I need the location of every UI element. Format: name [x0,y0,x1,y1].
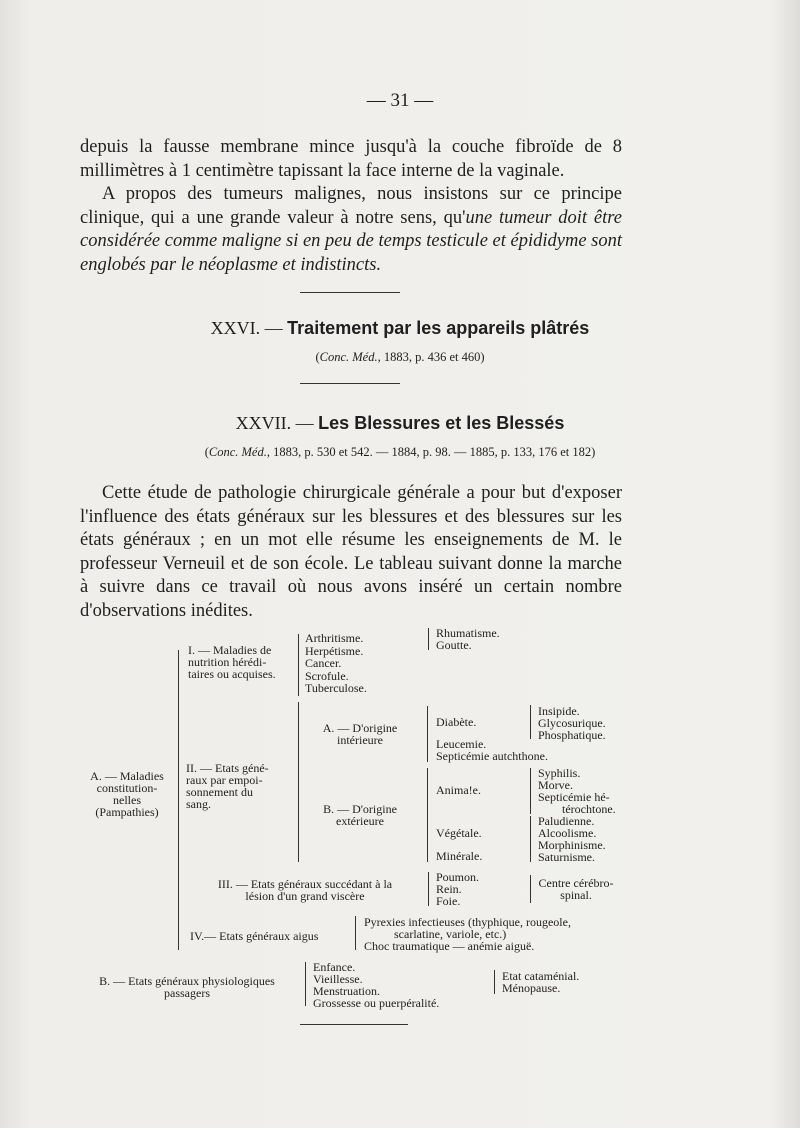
separator-rule [300,383,400,384]
brace-vegetale-minerale [530,816,531,862]
brace-iib [427,768,428,862]
table-arthritisme-items: Rhumatisme. Goutte. [436,626,500,652]
table-septicemie-auto: Septicémie autchthone. [436,749,548,763]
section-27-reference: (Conc. Méd., 1883, p. 530 et 542. — 1884, p. 98. — 1885, p. 133, 176 et 182) [204,445,596,459]
page-number: — 31 — [366,90,434,111]
table-minerale: Minérale. [436,849,483,863]
table-iv-items: Pyrexies infectieuses (thyphique, rougeole, scarlatine, variole, etc.) Choc traumatique — anémie aiguë. [364,915,571,953]
table-ii-label: II. — Etats géné- raux par empoi- sonnement du sang. [186,761,269,811]
brace-diabete [530,705,531,739]
paragraph-1: depuis la fausse membrane mince jusqu'à la couche fibroïde de 8 millimètres à 1 centimètre tapissant la face interne de la vaginale. [80,137,622,181]
brace-b-result [494,970,495,994]
section-27-ref-source: Conc. Méd. [208,445,267,459]
section-26-heading [0,318,800,339]
table-iv-label: IV.— Etats généraux aigus [190,929,319,943]
table-iia-label: A. — D'origine intérieure [322,721,398,747]
section-26-number: XXVI. — [210,318,283,338]
table-vegetale: Végétale. [436,826,482,840]
brace-b [305,962,306,1006]
end-rule [300,1024,408,1025]
brace-animale [530,768,531,814]
section-27-heading [0,413,800,434]
section-27-number: XXVII. — [235,413,314,433]
table-i-label: I. — Maladies de nutrition hérédi- taires ou acquises. [188,643,276,681]
brace-iv [355,916,356,950]
table-i-items: Arthritisme. Herpétisme. Cancer. Scrofule. Tuberculose. [305,631,367,695]
section-26-title: Traitement par les appareils plâtrés [287,318,590,338]
brace-a [178,650,179,950]
table-a-label: A. — Maladies constitution- nelles (Pampathies) [90,769,164,819]
paragraph-2-plain: A propos des tumeurs malignes, nous insistons sur ce principe clinique, qui a une grande valeur à notre sens, qu' [80,184,622,228]
section-26-reference: (Conc. Méd., 1883, p. 436 et 460) [315,350,485,364]
section-26-ref-details: , 1883, p. 436 et 460) [377,350,485,364]
table-iii-label: III. — Etats généraux succédant à la lésion d'un grand viscère [217,877,393,903]
table-iii-result: Centre cérébro- spinal. [538,876,614,902]
paragraph-3: Cette étude de pathologie chirurgicale générale a pour but d'exposer l'influence des états généraux sur les blessures et des blessures sur les états généraux ; en un mot elle résume les enseignements de M. le professeur Verneuil et de son école. Le tableau suivant donne la marche à suivre dans ce travail où nous avons inséré un certain nombre d'observations inédites. [80,483,622,621]
brace-ii [298,702,299,862]
brace-iia [427,706,428,762]
section-27-ref-details: , 1883, p. 530 et 542. — 1884, p. 98. — 1885, p. 133, 176 et 182) [266,445,596,459]
table-b-items: Enfance. Vieillesse. Menstruation. Grossesse ou puerpéralité. [313,960,440,1010]
table-iib-label: B. — D'origine extérieure [323,802,397,828]
table-diabete-items: Insipide. Glycosurique. Phosphatique. [538,704,606,742]
table-animale: Anima!e. [436,783,481,797]
brace-i [298,634,299,696]
table-iii-items: Poumon. Rein. Foie. [436,870,480,908]
table-b-label: B. — Etats généraux physiologiques passagers [99,974,275,1000]
paragraph-2 [80,183,622,277]
table-animale-items: Syphilis. Morve. Septicémie hé- térochtone. [538,766,616,816]
section-26-ref-source: Conc. Méd. [319,350,378,364]
brace-iii-result [530,875,531,903]
paragraph-2-italic: une tumeur doit être considérée comme maligne si en peu de temps testicule et épididyme sont englobés par le néoplasme et indistincts. [80,207,622,275]
brace-arthritisme [428,628,429,650]
separator-rule [300,292,400,293]
section-27-title: Les Blessures et les Blessés [318,413,565,433]
table-vm-items: Paludienne. Alcoolisme. Morphinisme. Saturnisme. [538,814,606,864]
table-b-result: Etat cataménial. Ménopause. [502,969,580,995]
brace-iii [428,872,429,906]
table-diabete: Diabète. [436,715,477,729]
table-leucemie: Leucemie. [436,737,487,751]
